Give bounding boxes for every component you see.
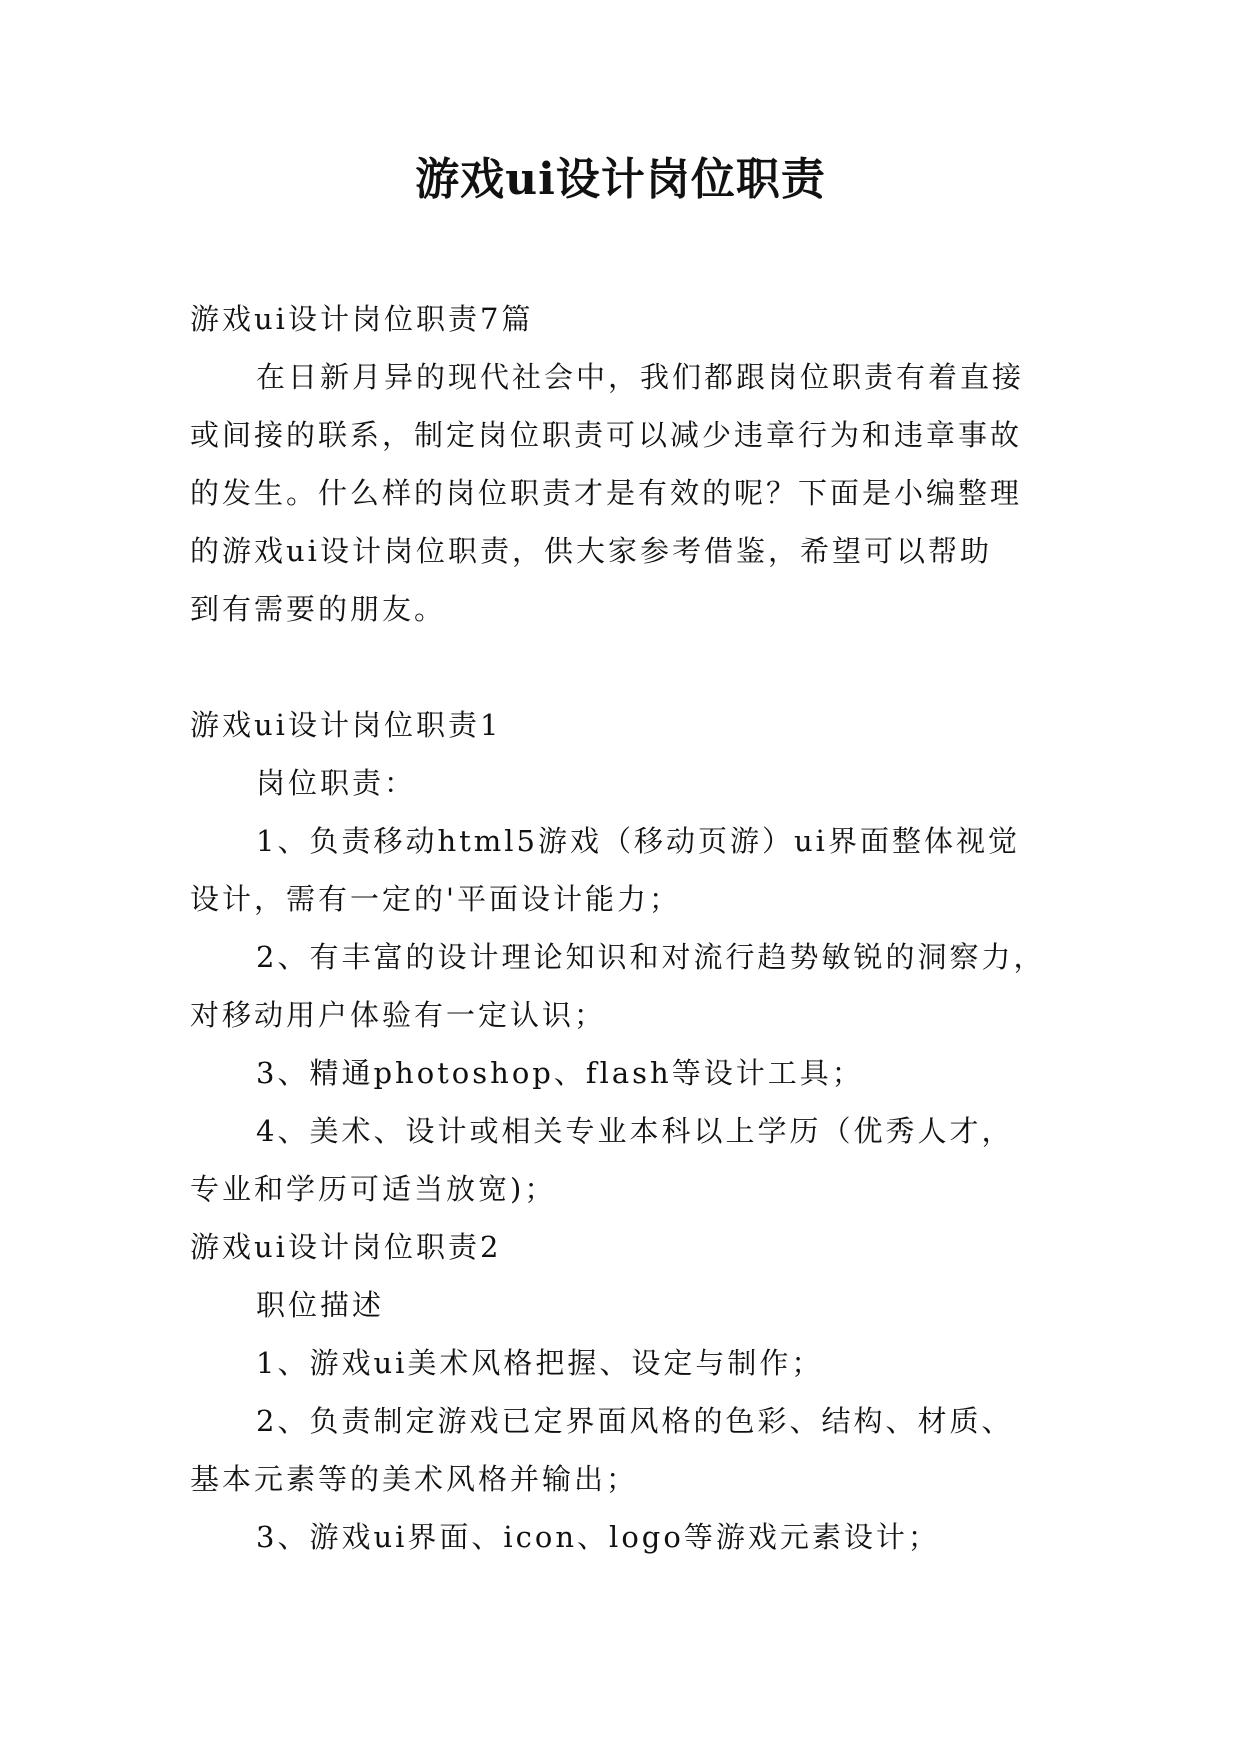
document-body	[190, 290, 1070, 1566]
list-item-line: 3、精通photoshop、flash等设计工具；	[256, 1056, 864, 1090]
list-item-line: 2、负责制定游戏已定界面风格的色彩、结构、材质、	[256, 1404, 1014, 1438]
intro-line: 到有需要的朋友。	[190, 592, 447, 626]
list-item-line: 1、负责移动html5游戏（移动页游）ui界面整体视觉	[256, 824, 1020, 858]
list-item-line: 3、游戏ui界面、icon、logo等游戏元素设计；	[256, 1520, 940, 1554]
intro-paragraph	[190, 348, 1070, 638]
list-item-line: 1、游戏ui美术风格把握、设定与制作；	[256, 1346, 824, 1380]
intro-line: 的发生。什么样的岗位职责才是有效的呢？下面是小编整理	[190, 476, 1023, 510]
document-subtitle: 游戏ui设计岗位职责7篇	[190, 302, 534, 336]
intro-line: 或间接的联系，制定岗位职责可以减少违章行为和违章事故	[190, 418, 1023, 452]
section-heading: 游戏ui设计岗位职责2	[190, 1230, 502, 1264]
list-item-line: 基本元素等的美术风格并输出；	[190, 1462, 639, 1496]
section-1	[190, 696, 1070, 1218]
section-label: 职位描述	[256, 1288, 385, 1322]
section-heading: 游戏ui设计岗位职责1	[190, 708, 502, 742]
list-item-line: 专业和学历可适当放宽)；	[190, 1172, 557, 1206]
intro-line: 在日新月异的现代社会中，我们都跟岗位职责有着直接	[256, 360, 1025, 394]
list-item-line: 4、美术、设计或相关专业本科以上学历（优秀人才，	[256, 1114, 1014, 1148]
paragraph-spacer	[190, 638, 1070, 696]
list-item-line: 设计，需有一定的'平面设计能力；	[190, 882, 681, 916]
list-item-line: 2、有丰富的设计理论知识和对流行趋势敏锐的洞察力，	[256, 940, 1046, 974]
section-2	[190, 1218, 1070, 1566]
document-title: 游戏ui设计岗位职责	[415, 154, 826, 205]
list-item-line: 对移动用户体验有一定认识；	[190, 998, 607, 1032]
intro-line: 的游戏ui设计岗位职责，供大家参考借鉴，希望可以帮助	[190, 534, 992, 568]
section-label: 岗位职责：	[256, 766, 417, 800]
